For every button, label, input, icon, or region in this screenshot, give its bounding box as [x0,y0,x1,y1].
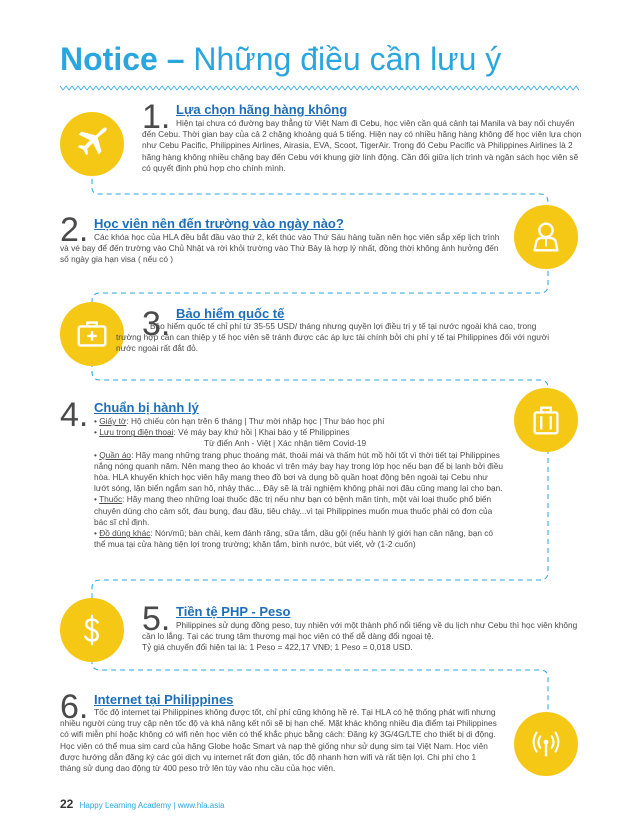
dollar-icon [73,611,111,649]
icon-circle-3 [60,302,124,366]
section-6-number: 6. [60,688,89,726]
section-5-body: Philippines sử dụng đồng peso, tuy nhiên với một thành phố nổi tiếng về du lịch như Cebu thì học viên không cần lo lắng. Tại các trung tâm thương mại học viên có thể dễ dàng đổi ngoại tệ. Tỷ giá chuyển đổi hiện tại là: 1 Peso = 422,17 VNĐ; 1 Peso = 0,018 USD. [142,620,578,653]
section-3-number: 3. [142,305,171,343]
icon-circle-1 [60,112,124,176]
icon-circle-5 [60,598,124,662]
page-title [60,40,501,78]
suitcase-icon [527,401,565,439]
section-1-heading: Lựa chọn hãng hàng không [176,102,348,117]
section-4-number: 4. [60,396,89,434]
list-item: • Đồ dùng khác: Nón/mũ; bàn chải, kem đánh răng, sữa tắm, dầu gội (nếu hành lý giới hạn cân nặng, bạn có thể mua tại cửa hàng tiện lợi trong trường; khăn tắm, bình nước, bút viết, vở (1-2 cuốn) [94,528,494,550]
icon-circle-6 [514,712,578,776]
section-3-heading: Bảo hiểm quốc tế [176,306,285,321]
section-1-body: Hiện tại chưa có đường bay thẳng từ Việt Nam đi Cebu, học viên cần quá cảnh tại Manila và bay nối chuyến đến Cebu. Thời gian bay của cả 2 chặng khoảng quá 5 tiếng. Hiện nay có nhiều hãng hàng không để học viên lựa chọn như Cebu Pacific, Philippines Airlines, Airasia, EVA, Scoot, TigerAir. Trong đó Cebu Pacific và Philippines Airlines là 2 hãng hàng không nhiều chặng bay đến Cebu với khung giờ linh động. Cần đối giữa lịch trình và ngân sách học viên sẽ có quyết định phù hợp cho chính mình. [142,118,582,173]
page-number: 22 [60,797,74,811]
section-2-body: Các khóa học của HLA đều bắt đầu vào thứ 2, kết thúc vào Thứ Sáu hàng tuần nên học viên sắp xếp lịch trình và vé bay để đến trường vào Chủ Nhật và rời khỏi trường vào Thứ Bảy là hợp lý nhất, đồng thời không ảnh hưởng đến số ngày gia hạn visa ( nếu có ) [60,232,500,265]
icon-circle-4 [514,388,578,452]
footer [60,797,224,811]
medical-kit-icon [73,315,111,353]
title-rest: Những điều cần lưu ý [193,41,502,77]
section-4-heading: Chuẩn bị hành lý [94,400,199,415]
section-2-heading: Học viên nên đến trường vào ngày nào? [94,216,344,231]
list-item: • Thuốc: Hãy mang theo những loại thuốc đặc trị nếu như bạn có bệnh mãn tính, một vài loại thuốc phổ biến chuyên dùng cho cảm sốt, đau bụng, đau đầu, tiêu chảy...vì tại Philippines muốn mua thuốc phải có đơn của bác sĩ chỉ định. [94,494,493,527]
list-item: • Quần áo: Hãy mang những trang phục thoáng mát, thoải mái và thấm hút mồ hôi tốt vì thời tiết tại Philippines nắng nóng quanh năm. Nên mang theo áo khoác vì trên máy bay hay trong lớp học nếu bạn để bị lạnh bởi điều hòa. HLA khuyến khích học viên hãy mang theo đồ bơi và dụng bồ quần hoạt động bên ngoài tại Cebu như lướt sóng, lặn biển ngắm san hô, nhảy thác... Đây sẽ là trải nghiệm không phải nơi đâu cũng mang lại cho bạn. [94,449,503,494]
section-2-number: 2. [60,211,89,249]
section-5-heading: Tiền tệ PHP - Peso [176,604,291,619]
section-6-body: Tốc độ internet tại Philippines không được tốt, chỉ phí cũng không hề rẻ. Tại HLA có hệ thống phát wifi nhưng nhiều người cùng truy cập nên tốc độ và khả năng kết nối sẽ bị hạn chế. Mặt khác không nhiều địa điểm tại Philippines có wifi miễn phí hoặc không có wifi nên học viên có thể khắc phục bằng cách: Đăng ký 3G/4G/LTE cho thiết bị di động. Học viên có thể mua sim card của hãng Globe hoặc Smart và nạp thẻ giống như sử dụng sim tại Việt Nam. Học viên được hướng dẫn đăng ký các gói dịch vụ internet rất đơn giản, tốc độ nhanh hơn wifi và rất tiện lợi. Chi phí cho 1 tháng sử dụng dao động từ 400 peso trở lên tùy vào nhu cầu của học viên. [60,707,497,774]
list-item: • Lưu trong điện thoại: Vé máy bay khứ hồi | Khai báo y tế Philippines [94,427,350,438]
title-dash: – [166,41,185,77]
section-4-body [94,416,504,550]
list-item: • Giấy tờ: Hộ chiếu còn hạn trên 6 tháng | Thư mời nhập học | Thư báo học phí [94,416,385,426]
footer-text: Happy Learning Academy | www.hla.asia [79,801,225,810]
list-item: Từ điển Anh - Việt | Xác nhận tiêm Covid-19 [204,438,367,449]
section-5-number: 5. [142,600,171,638]
person-icon [527,218,565,256]
title-accent: Notice [60,41,158,77]
section-6-heading: Internet tại Philippines [94,692,234,707]
icon-circle-2 [514,205,578,269]
wifi-signal-icon [527,725,565,763]
section-1-number: 1. [142,98,171,136]
section-3-body: Bảo hiểm quốc tế chỉ phí từ 35-55 USD/ tháng nhưng quyền lợi điều trị y tế tại nước ngoài khá cao, trong trường hợp cần can thiệp y tế học viên sẽ tránh được các áp lực tài chính bởi chi phí y tế tại Philippines đối với người nước ngoài rất đắt đỏ. [116,321,550,354]
airplane-icon [73,125,111,163]
zigzag-divider [60,84,580,92]
